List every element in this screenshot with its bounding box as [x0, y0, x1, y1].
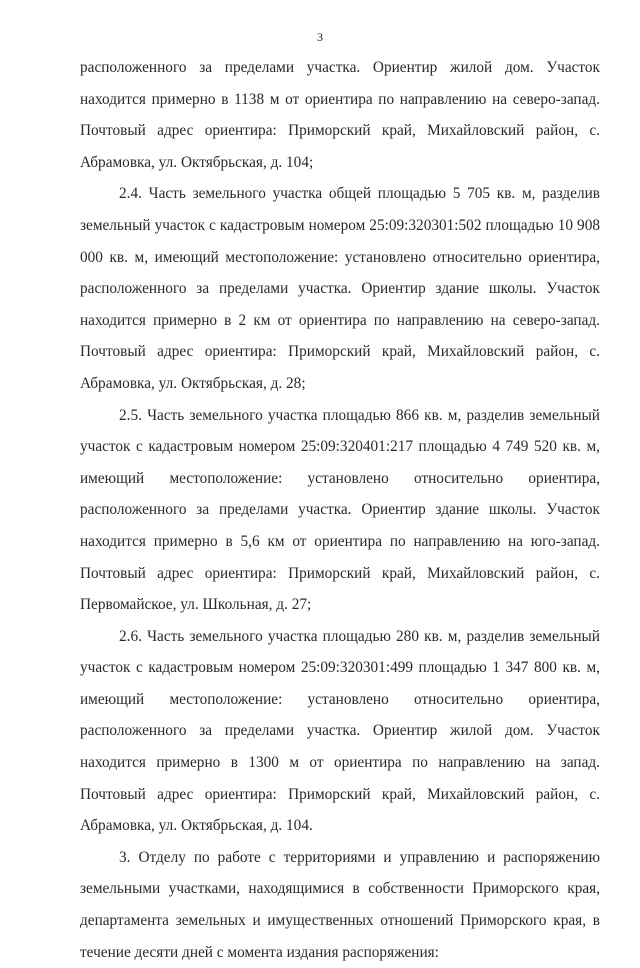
- paragraph-continuation: расположенного за пределами участка. Ориентир жилой дом. Участок находится примерно в 1138 м от ориентира по направлению на северо-запад. Почтовый адрес ориентира: Приморский край, Михайловский район, с. Абрамовка, ул. Октябрьская, д. 104;: [80, 59, 600, 171]
- paragraph-3: 3. Отделу по работе с территориями и управлению и распоряжению земельными участками, находящимися в собственности Приморского края, департамента земельных и имущественных отношений Приморского края, в течение десяти дней с момента издания распоряжения:: [80, 848, 600, 961]
- paragraph-2-5: 2.5. Часть земельного участка площадью 866 кв. м, разделив земельный участок с кадастровым номером 25:09:320401:217 площадью 4 749 520 кв. м, имеющий местоположение: установлено относительно ориентира, расположенного за пределами участка. Ориентир здание школы. Участок находится примерно в 5,6 км от ориентира по направлению на юго-запад. Почтовый адрес ориентира: Приморский край, Михайловский район, с. Первомайское, ул. Школьная, д. 27;: [80, 406, 600, 614]
- paragraph-2-4: 2.4. Часть земельного участка общей площадью 5 705 кв. м, разделив земельный участок с кадастровым номером 25:09:320301:502 площадью 10 908 000 кв. м, имеющий местоположение: установлено относительно ориентира, расположенного за пределами участка. Ориентир здание школы. Участок находится примерно в 2 км от ориентира по направлению на северо-запад. Почтовый адрес ориентира: Приморский край, Михайловский район, с. Абрамовка, ул. Октябрьская, д. 28;: [80, 185, 600, 392]
- page-number: 3: [317, 30, 323, 44]
- document-body: [80, 52, 600, 968]
- paragraph-2-6: 2.6. Часть земельного участка площадью 280 кв. м, разделив земельный участок с кадастровым номером 25:09:320301:499 площадью 1 347 800 кв. м, имеющий местоположение: установлено относительно ориентира, расположенного за пределами участка. Ориентир жилой дом. Участок находится примерно в 1300 м от ориентира по направлению на запад. Почтовый адрес ориентира: Приморский край, Михайловский район, с. Абрамовка, ул. Октябрьская, д. 104.: [80, 627, 600, 835]
